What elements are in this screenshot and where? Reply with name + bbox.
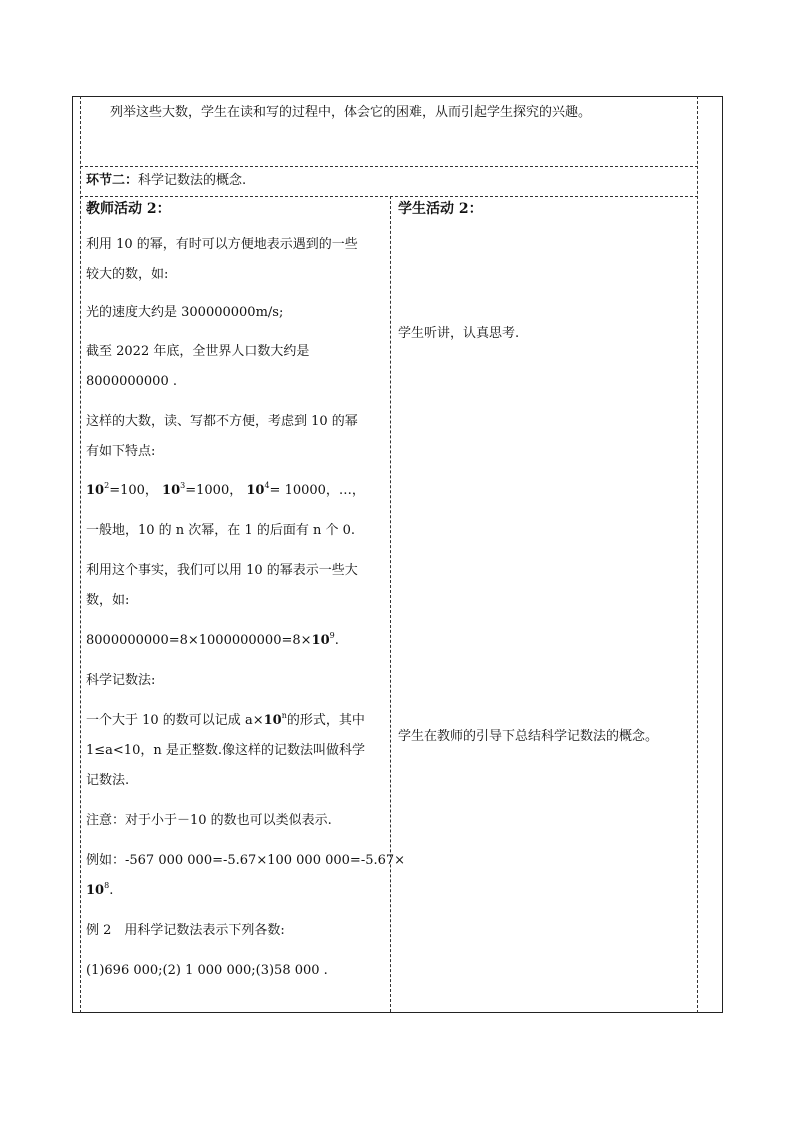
equation-line: $8000000000=8\times 1000000000=8\times 10^9$. [86, 631, 339, 648]
teacher-line: 光的速度大约是 300000000m/s; [86, 305, 284, 320]
scientific-notation-definition: 一个大于 10 的数可以记成 $a\times 10^n$的形式，其中 [86, 711, 365, 728]
teacher-line: 科学记数法: [86, 673, 156, 688]
teacher-heading: 教师活动 2： [86, 201, 171, 217]
table-bottom-border [72, 1012, 723, 1013]
student-reply-2: 学生在教师的引导下总结科学记数法的概念。 [398, 729, 659, 744]
teacher-line: 例 2 用科学记数法表示下列各数: [86, 923, 285, 938]
teacher-line: 记数法. [86, 773, 130, 788]
teacher-line: 这样的大数，读、写都不方便，考虑到 10 的幂 [86, 414, 358, 429]
teacher-line: 一般地，10 的 n 次幂，在 1 的后面有 n 个 0. [86, 523, 356, 538]
table-right-border [722, 96, 723, 1013]
powers-of-ten-line: $10^2=100$， $10^3=1000$， $10^4= 10000$，…， [86, 481, 365, 498]
section-title: 科学记数法的概念. [138, 173, 247, 188]
section-header [86, 172, 246, 190]
row-divider-2 [80, 196, 698, 197]
teacher-line: 截至 2022 年底，全世界人口数大约是 [86, 344, 310, 359]
row-divider-1 [80, 166, 698, 167]
teacher-line: (1)696 000;(2) 1 000 000;(3)58 000 . [86, 963, 328, 978]
teacher-line: 注意：对于小于－10 的数也可以类似表示. [86, 813, 332, 828]
example-line-continued: $10^8$. [86, 881, 114, 898]
teacher-line: 8000000000 . [86, 374, 177, 389]
example-line: 例如：-567 000 000=-5.67×100 000 000=-5.67× [86, 853, 406, 868]
inner-left-divider [80, 96, 81, 1013]
intro-paragraph: 列举这些大数，学生在读和写的过程中，体会它的困难，从而引起学生探究的兴趣。 [110, 105, 592, 120]
teacher-line: 利用 10 的幂，有时可以方便地表示遇到的一些 [86, 237, 358, 252]
teacher-line: 1≤a<10，n 是正整数.像这样的记数法叫做科学 [86, 743, 365, 758]
inner-right-divider [697, 96, 698, 1013]
table-left-border [72, 96, 73, 1013]
student-reply-1: 学生听讲，认真思考. [398, 326, 520, 341]
teacher-line: 有如下特点: [86, 444, 156, 459]
table-top-border [72, 96, 723, 97]
column-divider [390, 196, 391, 1012]
teacher-line: 数，如: [86, 593, 130, 608]
teacher-line: 利用这个事实，我们可以用 10 的幂表示一些大 [86, 563, 358, 578]
student-heading: 学生活动 2： [398, 201, 483, 217]
section-label: 环节二： [86, 173, 139, 188]
teacher-line: 较大的数，如: [86, 267, 169, 282]
